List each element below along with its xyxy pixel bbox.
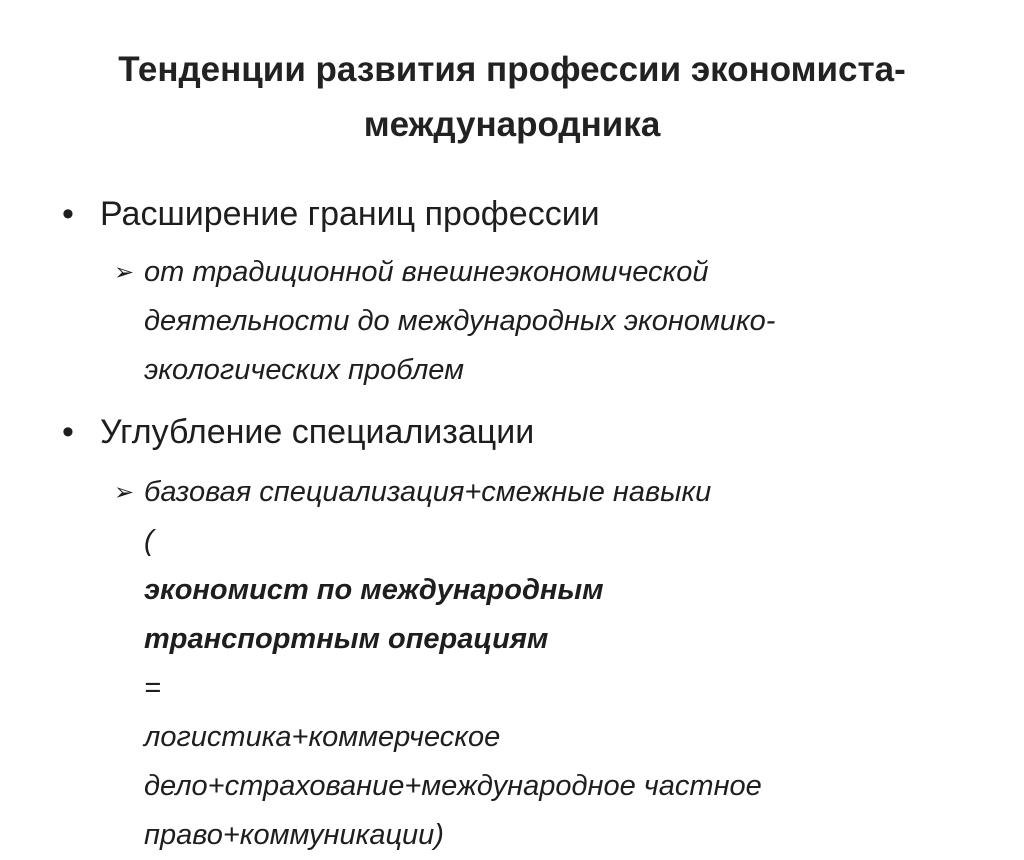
arrow-bullet-icon: ➢ bbox=[114, 479, 135, 506]
sub-item-1-line-2: деятельности до международных экономико- bbox=[144, 305, 776, 337]
sub-item-2-line-2 bbox=[144, 517, 974, 615]
equals-sign: = bbox=[144, 672, 161, 704]
sub-item-1-line-3: экологических проблем bbox=[144, 354, 464, 386]
bullet-dot-icon: • bbox=[62, 413, 74, 451]
title-line-2: международника bbox=[363, 105, 661, 144]
sub-item-2-line-5: дело+страхование+международное частное bbox=[144, 770, 762, 802]
bullet-dot-icon: • bbox=[62, 195, 74, 233]
bold-phrase-1: экономист по международным bbox=[144, 574, 604, 606]
sub-item-1-line-1: от традиционной внешнеэкономической bbox=[144, 256, 709, 288]
bullet-text-2: Углубление специализации bbox=[100, 413, 535, 451]
sub-item-2-line-1: базовая специализация+смежные навыки bbox=[144, 476, 712, 508]
sub-item-2-line-3 bbox=[144, 615, 974, 713]
bullet-text-1: Расширение границ профессии bbox=[100, 195, 600, 233]
sub-item-2-line-4: логистика+коммерческое bbox=[144, 721, 501, 753]
bold-phrase-2: транспортным операциям bbox=[144, 623, 549, 655]
title-line-1: Тенденции развития профессии экономиста- bbox=[118, 50, 906, 89]
sub-item-2-line-6: право+коммуникации) bbox=[144, 819, 444, 851]
slide-title bbox=[40, 42, 984, 152]
arrow-bullet-icon: ➢ bbox=[114, 259, 135, 286]
open-paren: ( bbox=[144, 525, 154, 557]
